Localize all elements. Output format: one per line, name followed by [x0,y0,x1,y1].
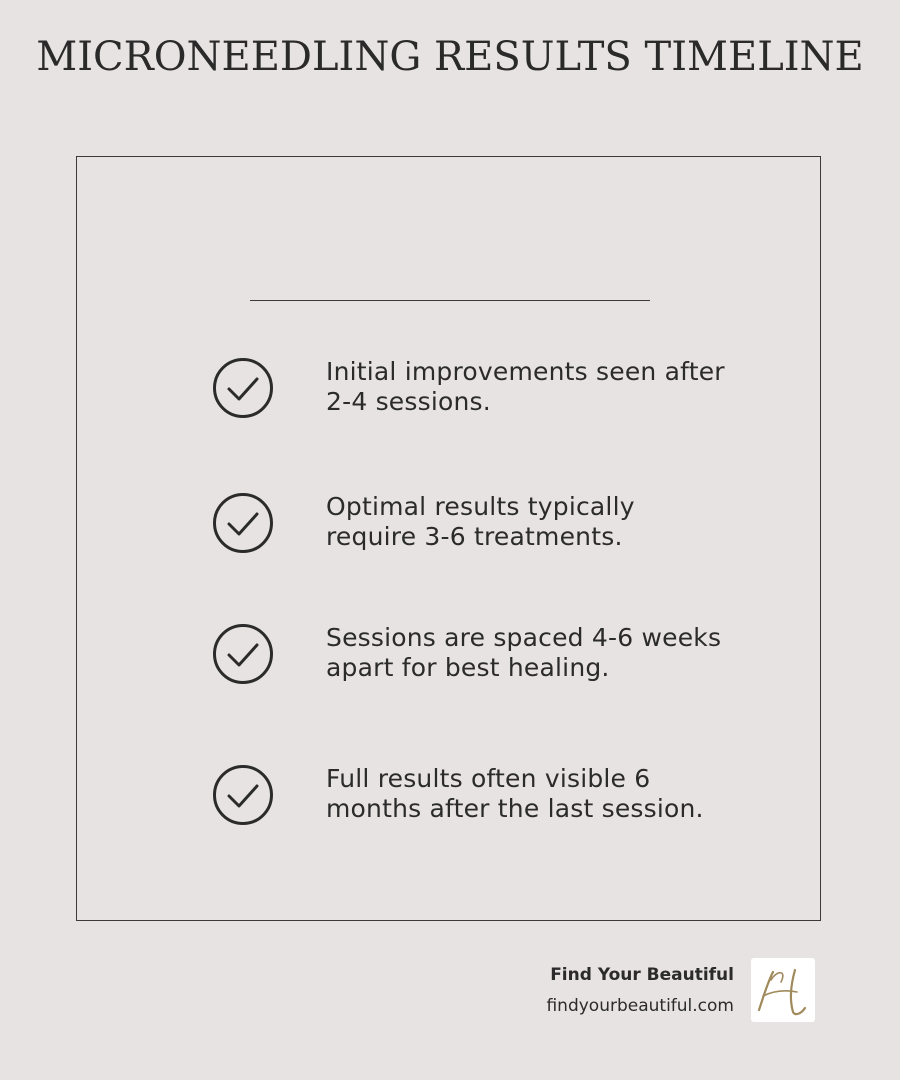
divider-line [250,300,650,301]
timeline-item-text: Sessions are spaced 4-6 weeks apart for best healing. [326,623,722,682]
check-circle-icon [212,357,274,419]
footer-brand-name: Find Your Beautiful [550,965,734,985]
timeline-item-text: Full results often visible 6 months after the last session. [326,764,704,823]
timeline-item-text: Optimal results typically require 3-6 treatments. [326,492,635,551]
script-h-logo-icon [751,958,815,1022]
brand-logo [751,958,815,1022]
footer-url[interactable]: findyourbeautiful.com [546,996,734,1016]
check-circle-icon [212,764,274,826]
timeline-item-text: Initial improvements seen after 2-4 sessions. [326,357,725,416]
check-circle-icon [212,623,274,685]
check-circle-icon [212,492,274,554]
page-title: MICRONEEDLING RESULTS TIMELINE [36,34,864,80]
